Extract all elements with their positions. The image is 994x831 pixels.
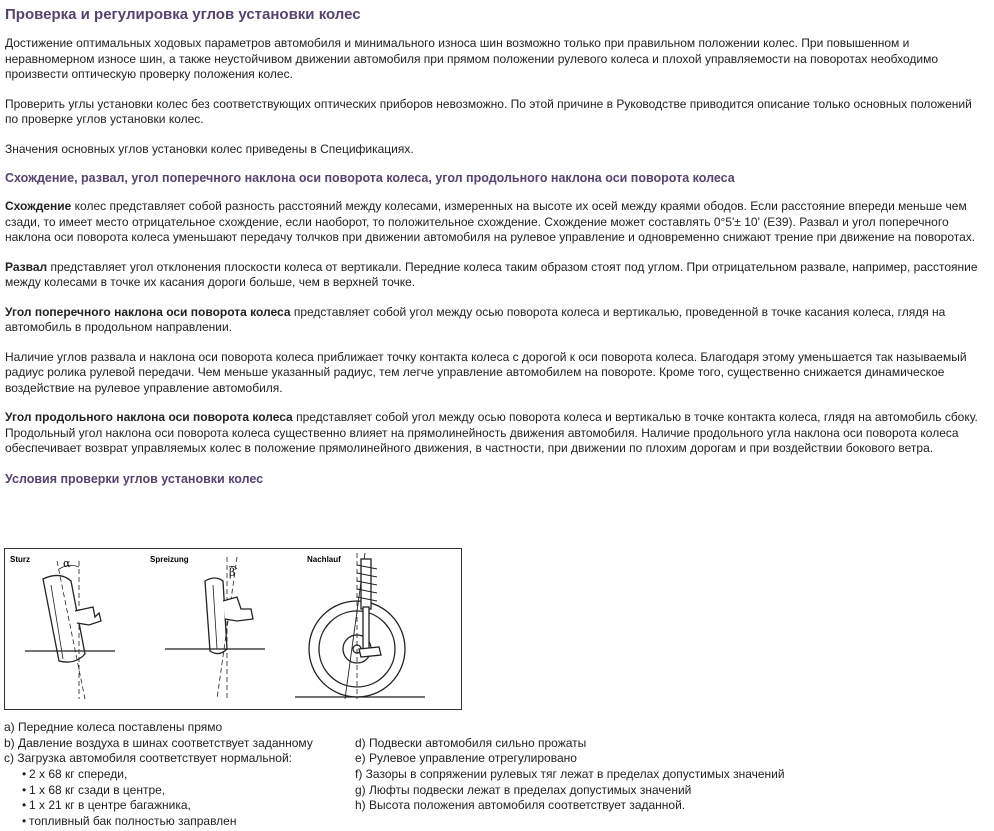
load-item: • топливный бак полностью заправлен [4, 814, 354, 830]
alpha-symbol: α [63, 557, 71, 570]
conditions-left-column [4, 720, 354, 830]
intro-paragraph-2: Проверить углы установки колес без соответствующих оптических приборов невозможно. По этой причине в Руководстве приводится описание только основных положений по проверке углов установки колес. [5, 96, 972, 126]
toe-text: колес представляет собой разность расстояний между колесами, измеренных на высоте их осей между краями ободов. Если расстояние впереди меньше чем сзади, то имеет место отрицательное схождение, если наоборот, то положительное схождение. Схождение может составлять 0°5'± 10' (E39). Развал и угол поперечного наклона оси поворота колеса уменьшают передачу толчков при движении автомобиля на рулевое управление и одновременно снижают трение при движение на поворотах. [5, 199, 976, 244]
condition-c: c) Загрузка автомобиля соответствует нормальной: [4, 751, 293, 766]
label-spreizung: Spreizung [150, 555, 189, 564]
kpi-term: Угол поперечного наклона оси поворота колеса [5, 304, 291, 319]
camber-text: представляет угол отклонения плоскости колеса от вертикали. Передние колеса таким образом стоят под углом. При отрицательном развале, например, расстояние между колесами в точке их касания дороги больше, чем в верхней точке. [5, 259, 978, 289]
page-title: Проверка и регулировка углов установки колес [5, 6, 361, 23]
article [5, 0, 987, 487]
load-item: • 1 x 21 кг в центре багажника, [4, 798, 354, 814]
condition-e: e) Рулевое управление отрегулировано [355, 751, 577, 766]
condition-g: g) Люфты подвески лежат в пределах допустимых значений [355, 782, 692, 797]
camber-paragraph [5, 260, 987, 291]
conditions-right-column [355, 736, 855, 814]
load-item: • 1 x 68 кг сзади в центре, [4, 783, 354, 799]
kpi-text: представляет собой угол между осью поворота колеса и вертикалью, проведенной в точке касания колеса, глядя на автомобиль в продольном направлении. [5, 304, 946, 334]
camber-wheel-drawing [25, 561, 115, 699]
load-item: • 2 x 68 кг спереди, [4, 767, 354, 783]
toe-term: Схождение [5, 199, 72, 213]
condition-b: b) Давление воздуха в шинах соответствует заданному [4, 735, 313, 750]
intro-paragraph-3: Значения основных углов установки колес приведены в Спецификациях. [5, 141, 414, 156]
section-heading-conditions: Условия проверки углов установки колес [5, 471, 264, 486]
caster-paragraph [5, 410, 987, 457]
section-heading-angles: Схождение, развал, угол поперечного наклона оси поворота колеса, угол продольного наклона оси поворота колеса [5, 171, 735, 185]
kingpin-wheel-drawing [165, 557, 265, 699]
kpi-paragraph [5, 305, 987, 336]
wheel-alignment-diagram [5, 549, 461, 709]
intro-paragraph-1: Достижение оптимальных ходовых параметров автомобиля и минимального износа шин возможно только при правильном положении колес. При повышенном и неравномерном износе шин, а также неустойчивом движении автомобиля при прямом положении рулевого колеса и плохой управляемости на поворотах необходимо произвести оптическую проверку положения колес. [5, 36, 939, 81]
condition-f: f) Зазоры в сопряжении рулевых тяг лежат в пределах допустимых значений [355, 767, 785, 782]
toe-paragraph [5, 199, 987, 246]
condition-d: d) Подвески автомобиля сильно прожаты [355, 735, 587, 750]
caster-wheel-drawing [295, 553, 425, 699]
beta-symbol: β [229, 566, 236, 579]
wheel-alignment-figure [4, 548, 462, 710]
camber-term: Развал [5, 259, 48, 274]
condition-a: a) Передние колеса поставлены прямо [4, 720, 223, 734]
label-sturz: Sturz [10, 555, 30, 564]
scrub-radius-paragraph: Наличие углов развала и наклона оси поворота колеса приближает точку контакта колеса с дорогой к оси поворота колеса. Благодаря этому уменьшается так называемый радиус ролика рулевой передачи. Чем меньше указанный радиус, тем легче управление автомобилем на повороте. Кроме того, существенно снижается динамическое воздействие на рулевое управление автомобиля. [5, 349, 967, 395]
label-nachlauf: Nachlauf [307, 555, 341, 564]
caster-term: Угол продольного наклона оси поворота колеса [5, 410, 293, 424]
condition-h: h) Высота положения автомобиля соответствует заданной. [355, 798, 686, 813]
caster-text: представляет собой угол между осью поворота колеса и вертикалью в точке контакта колеса, глядя на автомобиль сбоку. Продольный угол наклона оси поворота колеса существенно влияет на прямолинейность движения автомобиля. Наличие продольного угла наклона оси поворота колеса обеспечивает возврат управляемых колес в положение прямолинейного движения, в частности, при движении по плохим дорогам и при воздействии бокового ветра. [5, 410, 978, 455]
